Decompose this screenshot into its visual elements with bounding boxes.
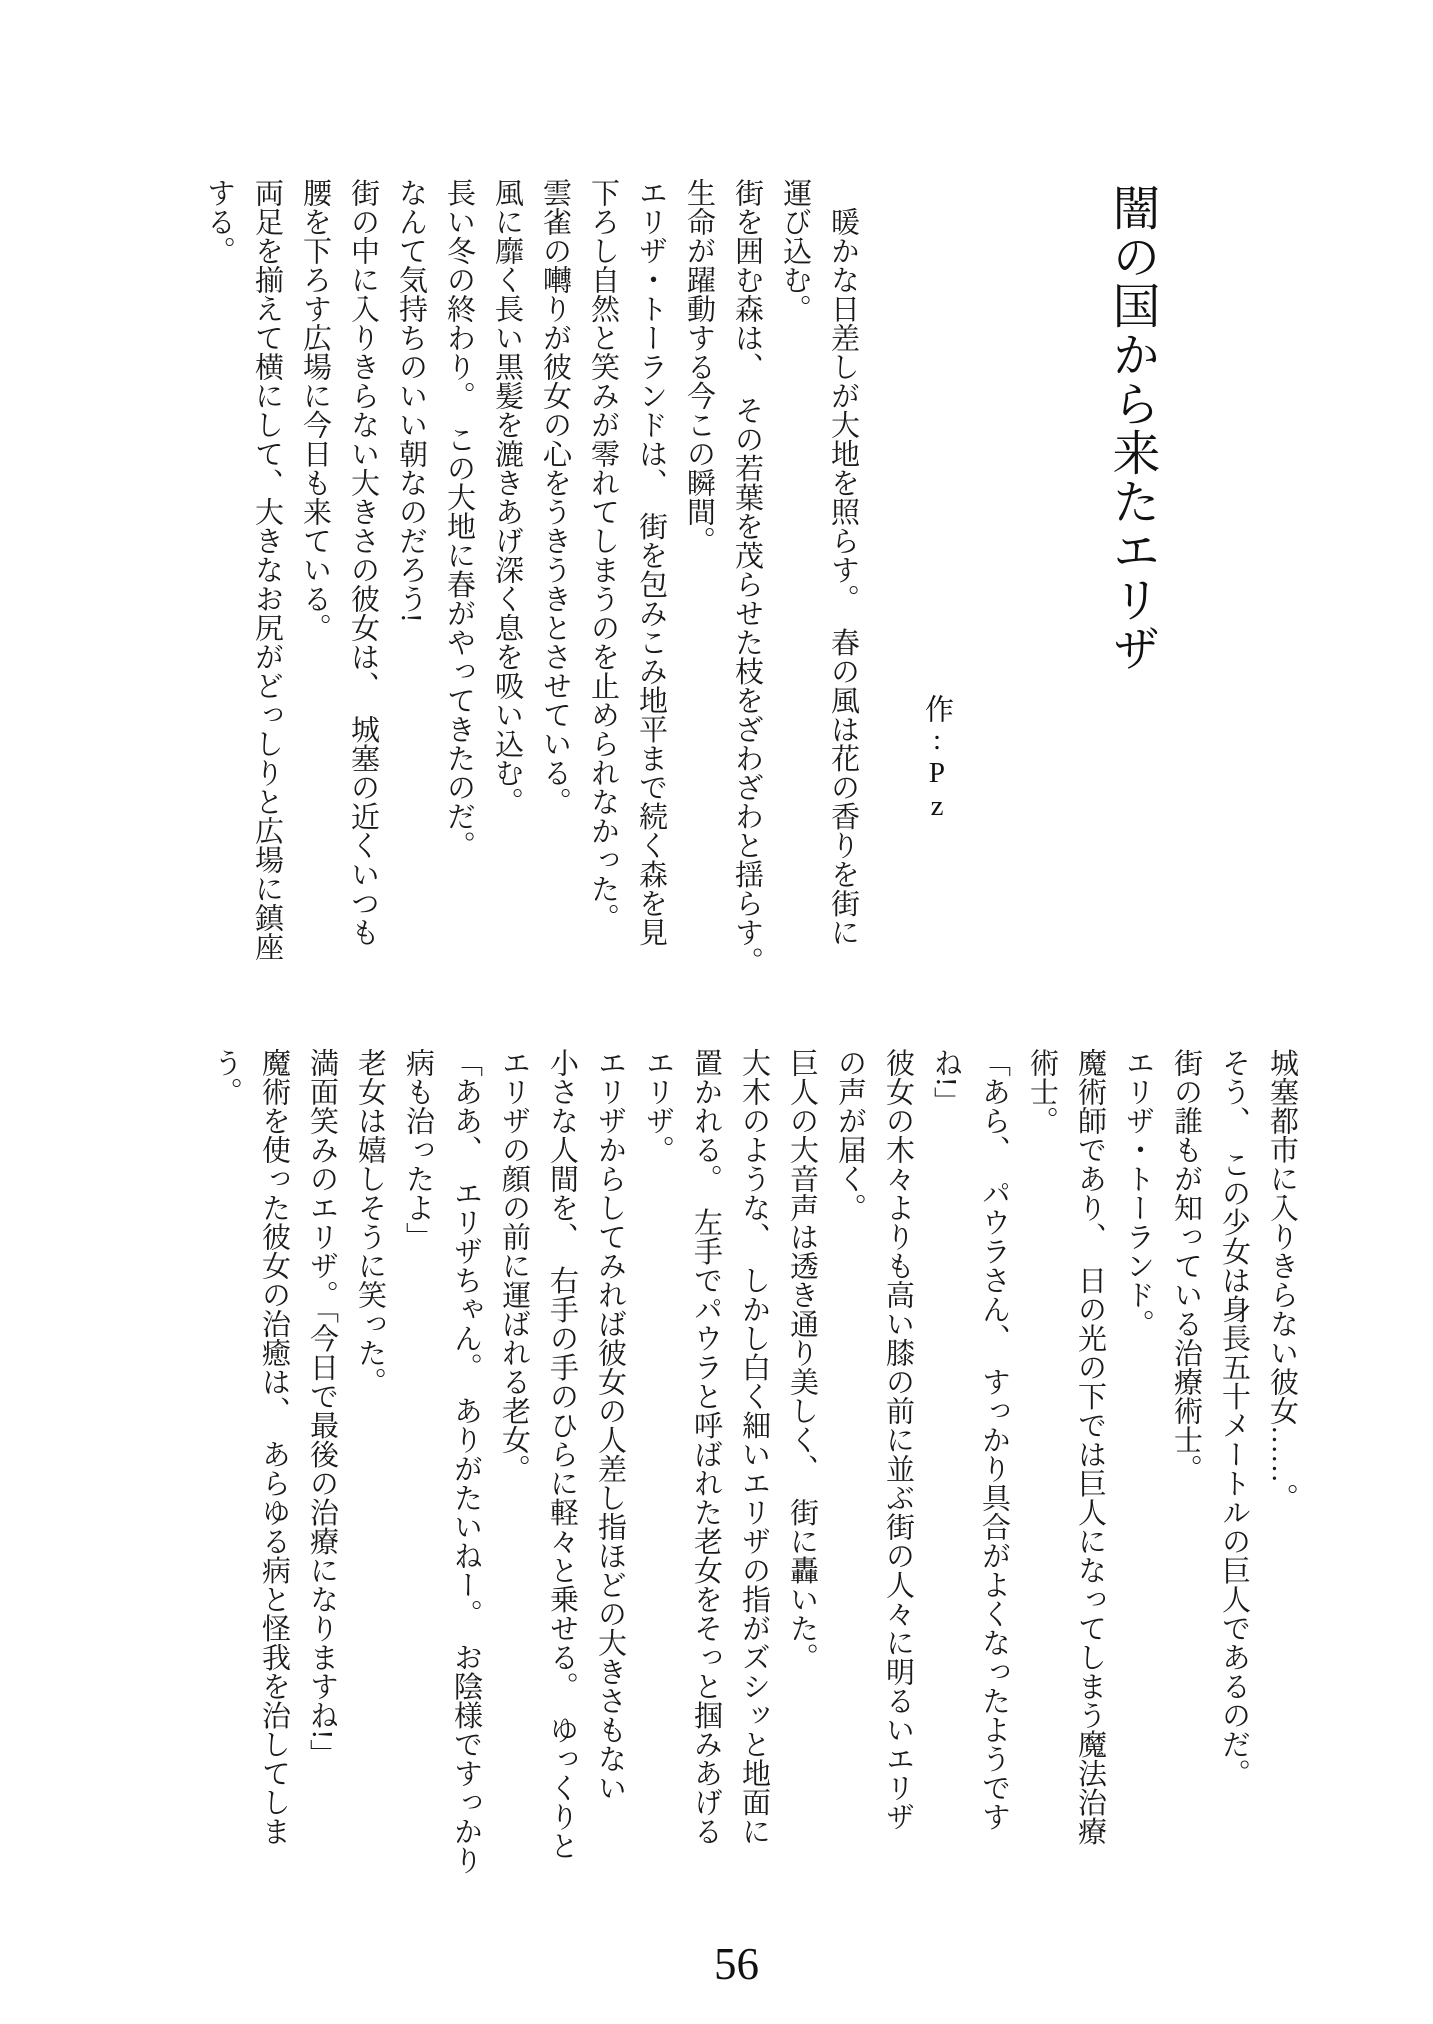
text-column: の声が届く。	[834, 1048, 866, 1222]
text-column: 風に靡く長い黒髪を漉きあげ深く息を吸い込む。	[491, 178, 523, 816]
text-column: 魔術を使った彼女の治癒は、 あらゆる病と怪我を治してしま	[258, 1048, 290, 1846]
text-column: エリザからしてみれば彼女の人差し指ほどの大きさもない	[594, 1048, 626, 1802]
text-column: 老女は嬉しそうに笑った。	[354, 1048, 386, 1396]
text-column: エリザ・トーランド。	[1122, 1048, 1154, 1338]
body-top-block	[195, 178, 867, 1040]
body-bottom-block	[202, 1048, 1306, 1988]
text-column: 運び込む。	[779, 178, 811, 323]
text-column: 腰を下ろす広場に今日も来ている。	[299, 178, 331, 642]
text-column: エリザ。	[642, 1048, 674, 1164]
text-column: う。	[210, 1048, 242, 1106]
story-title: 闇の国から来たエリザ	[1105, 183, 1158, 673]
text-column: 小さな人間を、 右手の手のひらに軽々と乗せる。 ゆっくりと	[546, 1048, 578, 1860]
text-column: 病も治ったよ」	[402, 1048, 434, 1251]
text-column: 城塞都市に入りきらない彼女……。	[1266, 1048, 1298, 1512]
text-column: 街の中に入りきらない大きさの彼女は、 城塞の近くいつも	[347, 178, 379, 947]
text-column: する。	[203, 178, 235, 265]
text-column: 大木のような、 しかし白く細いエリザの指がズシッと地面に	[738, 1048, 770, 1846]
text-column: 雲雀の囀りが彼女の心をうきうきとさせている。	[539, 178, 571, 816]
text-column: 彼女の木々よりも高い膝の前に並ぶ街の人々に明るいエリザ	[882, 1048, 914, 1831]
text-column: 術士。	[1026, 1048, 1058, 1135]
text-column: ね!」	[930, 1048, 962, 1116]
author-credit: 作:Pz	[921, 694, 953, 823]
text-column: 長い冬の終わり。 この大地に春がやってきたのだ。	[443, 178, 475, 860]
text-column: 下ろし自然と笑みが零れてしまうのを止められなかった。	[587, 178, 619, 932]
text-column: なんて気持ちのいい朝なのだろう!	[395, 178, 427, 623]
text-column: 「あら、 パウラさん、 すっかり具合がよくなったようです	[978, 1048, 1010, 1831]
text-column: 巨人の大音声は透き通り美しく、 街に轟いた。	[786, 1048, 818, 1672]
text-column: 生命が躍動する今この瞬間。	[683, 178, 715, 555]
text-column: 「ああ、 エリザちゃん。 ありがたいねー。 お陰様ですっかり	[450, 1048, 482, 1875]
text-column: 街を囲む森は、 その若葉を茂らせた枝をざわざわと揺らす。	[731, 178, 763, 976]
page-number: 56	[714, 1939, 759, 1989]
text-column: 両足を揃えて横にして、大きなお尻がどっしりと広場に鎮座	[251, 178, 283, 961]
text-column: 街の誰もが知っている治療術士。	[1170, 1048, 1202, 1483]
text-column: 置かれる。 左手でパウラと呼ばれた老女をそっと掴みあげる	[690, 1048, 722, 1846]
text-column: そう、 この少女は身長五十メートルの巨人であるのだ。	[1218, 1048, 1250, 1788]
text-column: エリザの顔の前に運ばれる老女。	[498, 1048, 530, 1483]
text-column: 魔術師であり、 日の光の下では巨人になってしまう魔法治療	[1074, 1048, 1106, 1846]
text-column: 暖かな日差しが大地を照らす。 春の風は花の香りを街に	[827, 178, 859, 947]
text-column: 満面笑みのエリザ。「今日で最後の治療になりますね!」	[306, 1048, 338, 1769]
text-column: エリザ・トーランドは、 街を包みこみ地平まで続く森を見	[635, 178, 667, 947]
